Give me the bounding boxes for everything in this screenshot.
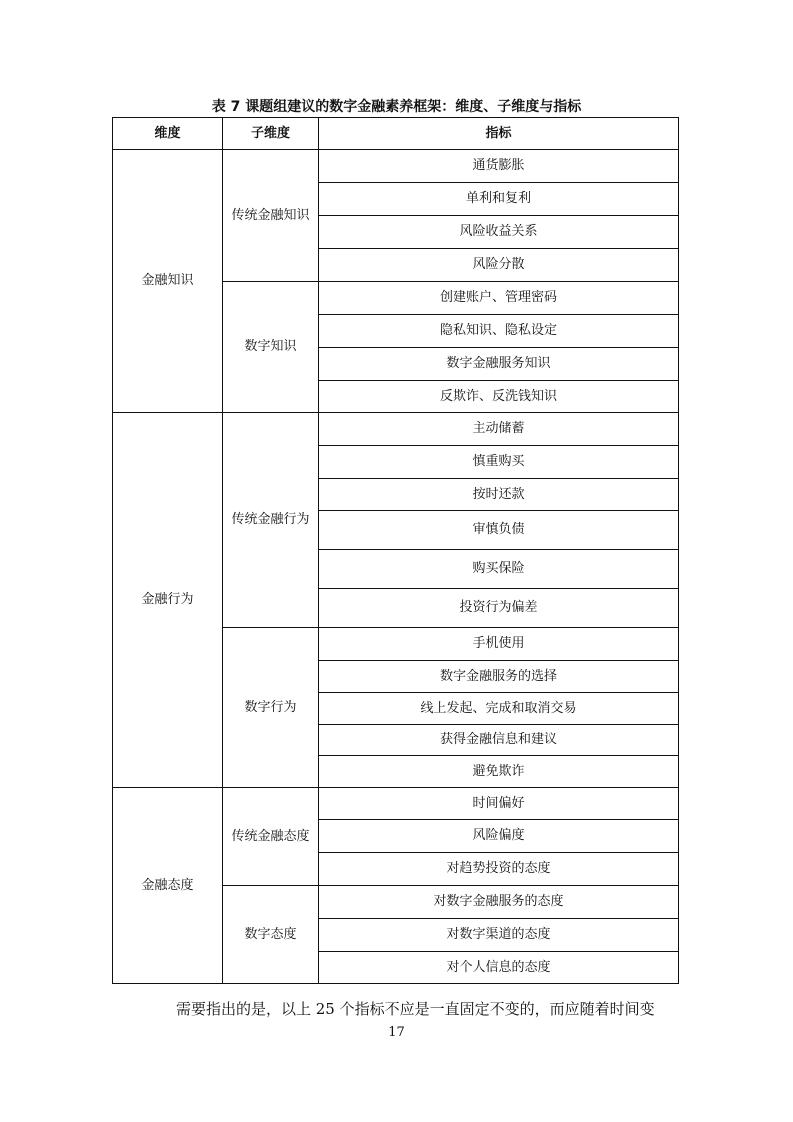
indicator-cell: 数字金融服务的选择 bbox=[319, 661, 679, 693]
page-number: 17 bbox=[388, 1025, 405, 1040]
indicator-cell: 反欺诈、反洗钱知识 bbox=[319, 381, 679, 413]
dimension-cell: 金融知识 bbox=[113, 150, 223, 413]
indicator-cell: 对数字渠道的态度 bbox=[319, 919, 679, 952]
indicator-cell: 风险偏度 bbox=[319, 820, 679, 853]
subdimension-cell: 数字态度 bbox=[223, 886, 319, 984]
indicator-cell: 对个人信息的态度 bbox=[319, 952, 679, 984]
table-row bbox=[113, 413, 679, 446]
header-dimension: 维度 bbox=[113, 118, 223, 150]
indicator-cell: 手机使用 bbox=[319, 628, 679, 661]
indicator-cell: 主动储蓄 bbox=[319, 413, 679, 446]
subdimension-cell: 数字行为 bbox=[223, 628, 319, 788]
indicator-cell: 慎重购买 bbox=[319, 446, 679, 479]
indicator-cell: 按时还款 bbox=[319, 479, 679, 511]
indicator-cell: 获得金融信息和建议 bbox=[319, 725, 679, 756]
indicator-cell: 数字金融服务知识 bbox=[319, 348, 679, 381]
header-indicator: 指标 bbox=[319, 118, 679, 150]
table-row bbox=[113, 788, 679, 820]
subdimension-cell: 传统金融行为 bbox=[223, 413, 319, 628]
indicator-cell: 单利和复利 bbox=[319, 183, 679, 216]
body-paragraph: 需要指出的是，以上 25 个指标不应是一直固定不变的，而应随着时间变 bbox=[176, 1000, 655, 1018]
table-row bbox=[113, 150, 679, 183]
indicator-cell: 创建账户、管理密码 bbox=[319, 282, 679, 315]
subdimension-cell: 数字知识 bbox=[223, 282, 319, 413]
subdimension-cell: 传统金融知识 bbox=[223, 150, 319, 282]
indicator-cell: 对数字金融服务的态度 bbox=[319, 886, 679, 919]
header-subdimension: 子维度 bbox=[223, 118, 319, 150]
dimension-cell: 金融态度 bbox=[113, 788, 223, 984]
indicator-cell: 隐私知识、隐私设定 bbox=[319, 315, 679, 348]
indicator-cell: 投资行为偏差 bbox=[319, 589, 679, 628]
indicator-cell: 通货膨胀 bbox=[319, 150, 679, 183]
indicator-cell: 购买保险 bbox=[319, 550, 679, 589]
indicator-cell: 风险分散 bbox=[319, 249, 679, 282]
literacy-framework-table bbox=[112, 117, 679, 984]
subdimension-cell: 传统金融态度 bbox=[223, 788, 319, 886]
indicator-cell: 审慎负债 bbox=[319, 511, 679, 550]
indicator-cell: 线上发起、完成和取消交易 bbox=[319, 693, 679, 725]
table-header-row bbox=[113, 118, 679, 150]
indicator-cell: 避免欺诈 bbox=[319, 756, 679, 788]
indicator-cell: 风险收益关系 bbox=[319, 216, 679, 249]
dimension-cell: 金融行为 bbox=[113, 413, 223, 788]
indicator-cell: 对趋势投资的态度 bbox=[319, 853, 679, 886]
table-caption: 表 7 课题组建议的数字金融素养框架：维度、子维度与指标 bbox=[211, 99, 582, 115]
indicator-cell: 时间偏好 bbox=[319, 788, 679, 820]
